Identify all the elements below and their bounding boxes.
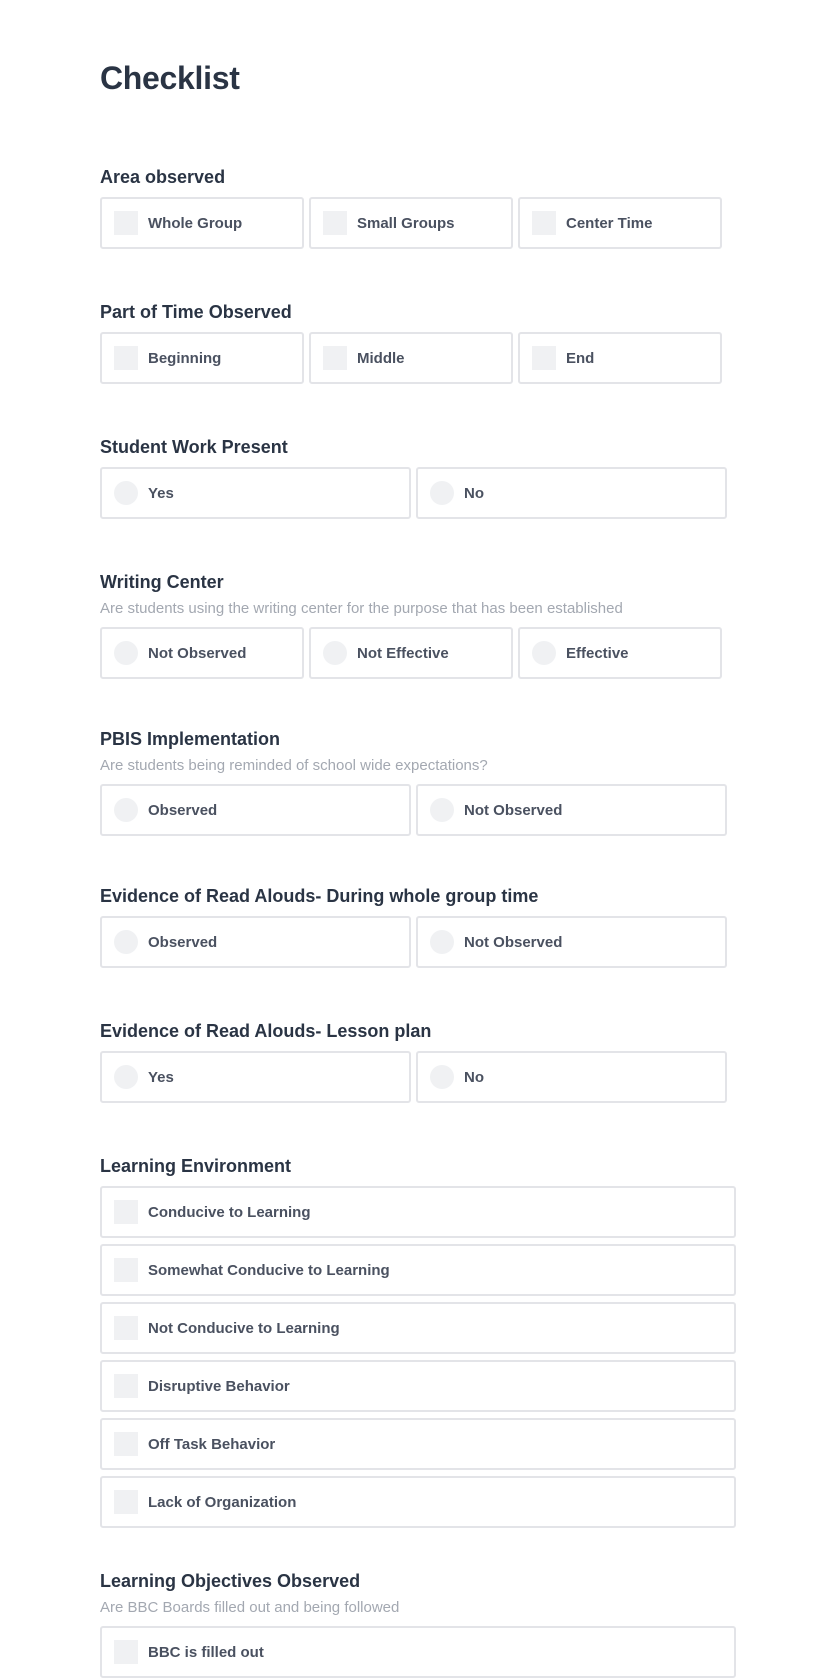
option-label: Whole Group <box>148 214 243 232</box>
option-label: Not Observed <box>464 933 563 951</box>
option-conducive[interactable] <box>100 1186 736 1238</box>
option-off-task-behavior[interactable] <box>100 1418 736 1470</box>
section-area-observed <box>100 165 722 249</box>
radio-button[interactable] <box>323 641 347 665</box>
option-label: Not Conducive to Learning <box>148 1319 340 1337</box>
option-label: Somewhat Conducive to Learning <box>148 1261 390 1279</box>
radio-button[interactable] <box>114 1065 138 1089</box>
option-group <box>100 1051 727 1103</box>
option-effective[interactable] <box>518 627 722 679</box>
section-student-work-present <box>100 435 727 519</box>
option-group <box>100 1626 736 1678</box>
option-label: Off Task Behavior <box>148 1435 276 1453</box>
radio-button[interactable] <box>114 798 138 822</box>
radio-button[interactable] <box>430 930 454 954</box>
section-learning-objectives-observed <box>100 1569 736 1678</box>
section-title: Evidence of Read Alouds- Lesson plan <box>100 1021 432 1041</box>
section-read-alouds-whole-group <box>100 884 727 968</box>
section-title: Evidence of Read Alouds- During whole group time <box>100 886 539 906</box>
section-title: Area observed <box>100 167 226 187</box>
option-label: Center Time <box>566 214 653 232</box>
option-not-observed[interactable] <box>416 916 727 968</box>
option-group <box>100 1186 736 1528</box>
section-description: Are students being reminded of school wide expectations? <box>100 757 488 774</box>
option-observed[interactable] <box>100 916 411 968</box>
radio-button[interactable] <box>430 798 454 822</box>
option-label: No <box>464 484 484 502</box>
option-label: Observed <box>148 933 218 951</box>
section-title: Part of Time Observed <box>100 302 292 322</box>
checkbox[interactable] <box>114 1432 138 1456</box>
checkbox[interactable] <box>323 211 347 235</box>
option-label: Yes <box>148 1068 174 1086</box>
option-label: Observed <box>148 801 218 819</box>
option-yes[interactable] <box>100 1051 411 1103</box>
option-label: Small Groups <box>357 214 455 232</box>
section-description: Are students using the writing center for the purpose that has been established <box>100 600 623 617</box>
option-somewhat-conducive[interactable] <box>100 1244 736 1296</box>
option-yes[interactable] <box>100 467 411 519</box>
option-center-time[interactable] <box>518 197 722 249</box>
option-not-conducive[interactable] <box>100 1302 736 1354</box>
radio-button[interactable] <box>114 481 138 505</box>
option-not-effective[interactable] <box>309 627 513 679</box>
option-label: Not Observed <box>464 801 563 819</box>
option-small-groups[interactable] <box>309 197 513 249</box>
checkbox[interactable] <box>114 211 138 235</box>
checkbox[interactable] <box>532 211 556 235</box>
option-end[interactable] <box>518 332 722 384</box>
radio-button[interactable] <box>430 481 454 505</box>
option-no[interactable] <box>416 467 727 519</box>
radio-button[interactable] <box>114 641 138 665</box>
option-label: Beginning <box>148 349 222 367</box>
option-middle[interactable] <box>309 332 513 384</box>
option-label: Conducive to Learning <box>148 1203 311 1221</box>
option-observed[interactable] <box>100 784 411 836</box>
checkbox[interactable] <box>532 346 556 370</box>
checkbox[interactable] <box>114 1316 138 1340</box>
option-group <box>100 627 722 679</box>
option-group <box>100 784 727 836</box>
page-title: Checklist <box>100 60 240 96</box>
option-not-observed[interactable] <box>416 784 727 836</box>
option-group <box>100 197 722 249</box>
radio-button[interactable] <box>114 930 138 954</box>
section-title: Learning Objectives Observed <box>100 1571 361 1591</box>
option-label: Lack of Organization <box>148 1493 297 1511</box>
section-learning-environment <box>100 1154 736 1528</box>
option-no[interactable] <box>416 1051 727 1103</box>
option-group <box>100 332 722 384</box>
option-label: Effective <box>566 644 629 662</box>
option-label: Yes <box>148 484 174 502</box>
section-writing-center <box>100 570 722 679</box>
option-lack-of-organization[interactable] <box>100 1476 736 1528</box>
section-title: Learning Environment <box>100 1156 292 1176</box>
checkbox[interactable] <box>323 346 347 370</box>
section-title: Writing Center <box>100 572 224 592</box>
checkbox[interactable] <box>114 1200 138 1224</box>
option-label: Not Effective <box>357 644 449 662</box>
option-beginning[interactable] <box>100 332 304 384</box>
option-label: No <box>464 1068 484 1086</box>
checkbox[interactable] <box>114 1258 138 1282</box>
option-label: Not Observed <box>148 644 247 662</box>
option-label: Disruptive Behavior <box>148 1377 290 1395</box>
checkbox[interactable] <box>114 1374 138 1398</box>
section-description: Are BBC Boards filled out and being followed <box>100 1599 400 1616</box>
option-bbc-filled-out[interactable] <box>100 1626 736 1678</box>
option-label: End <box>566 349 595 367</box>
option-group <box>100 467 727 519</box>
section-part-of-time-observed <box>100 300 722 384</box>
checkbox[interactable] <box>114 346 138 370</box>
option-label: BBC is filled out <box>148 1643 264 1661</box>
section-pbis-implementation <box>100 727 727 836</box>
option-whole-group[interactable] <box>100 197 304 249</box>
option-group <box>100 916 727 968</box>
checkbox[interactable] <box>114 1640 138 1664</box>
section-read-alouds-lesson-plan <box>100 1019 727 1103</box>
radio-button[interactable] <box>430 1065 454 1089</box>
section-title: PBIS Implementation <box>100 729 281 749</box>
option-disruptive-behavior[interactable] <box>100 1360 736 1412</box>
option-not-observed[interactable] <box>100 627 304 679</box>
option-label: Middle <box>357 349 405 367</box>
checkbox[interactable] <box>114 1490 138 1514</box>
section-title: Student Work Present <box>100 437 288 457</box>
radio-button[interactable] <box>532 641 556 665</box>
